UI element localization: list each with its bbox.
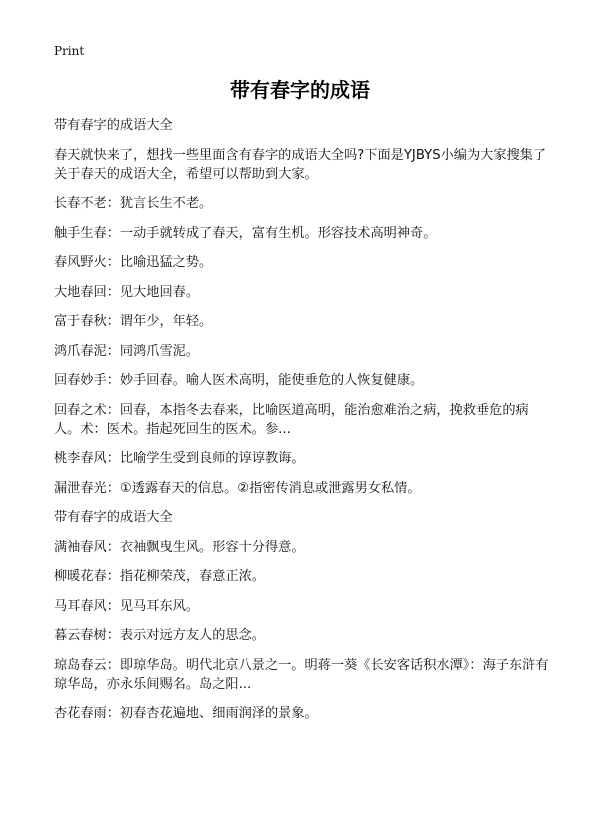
article-body xyxy=(54,116,554,734)
idiom-entry: 触手生春：一动手就转成了春天，富有生机。形容技术高明神奇。 xyxy=(54,225,437,241)
idiom-entry: 大地春回：见大地回春。 xyxy=(54,284,200,300)
idiom-entry: 回春妙手：妙手回春。喻人医术高明，能使垂危的人恢复健康。 xyxy=(54,373,424,388)
idiom-entry: 回春之术：回春，本指冬去春来，比喻医道高明，能治愈难治之病，挽救垂危的病人。术：医术。指起死回生的医术。参... xyxy=(54,402,529,437)
page-title: 带有春字的成语 xyxy=(230,78,370,102)
intro-paragraph: 春天就快来了，想找一些里面含有春字的成语大全吗?下面是YJBYS小编为大家搜集了关于春天的成语大全，希望可以帮助到大家。 xyxy=(54,147,547,182)
section-heading: 带有春字的成语大全 xyxy=(54,118,173,133)
idiom-entry: 琼岛春云：即琼华岛。明代北京八景之一。明蒋一葵《长安客话积水潭》：海子东浒有琼华岛，亦永乐间赐名。岛之阳... xyxy=(54,657,549,692)
section-heading: 带有春字的成语大全 xyxy=(54,510,173,525)
idiom-entry: 暮云春树：表示对远方友人的思念。 xyxy=(54,628,265,643)
idiom-entry: 漏泄春光：①透露春天的信息。②指密传消息或泄露男女私情。 xyxy=(54,480,421,496)
idiom-entry: 鸿爪春泥：同鸿爪雪泥。 xyxy=(54,343,200,359)
idiom-entry: 满袖春风：衣袖飘曳生风。形容十分得意。 xyxy=(54,539,305,555)
idiom-entry: 马耳春风：见马耳东风。 xyxy=(54,598,200,614)
idiom-entry: 春风野火：比喻迅猛之势。 xyxy=(54,255,213,270)
idiom-entry: 长春不老：犹言长生不老。 xyxy=(54,196,213,211)
idiom-entry: 桃李春风：比喻学生受到良师的谆谆教诲。 xyxy=(54,451,305,466)
idiom-entry: 柳暖花春：指花柳荣茂，春意正浓。 xyxy=(54,569,265,584)
idiom-entry: 杏花春雨：初春杏花遍地、细雨润泽的景象。 xyxy=(54,706,318,721)
idiom-entry: 富于春秋：谓年少，年轻。 xyxy=(54,314,213,329)
print-label: Print xyxy=(54,44,85,58)
